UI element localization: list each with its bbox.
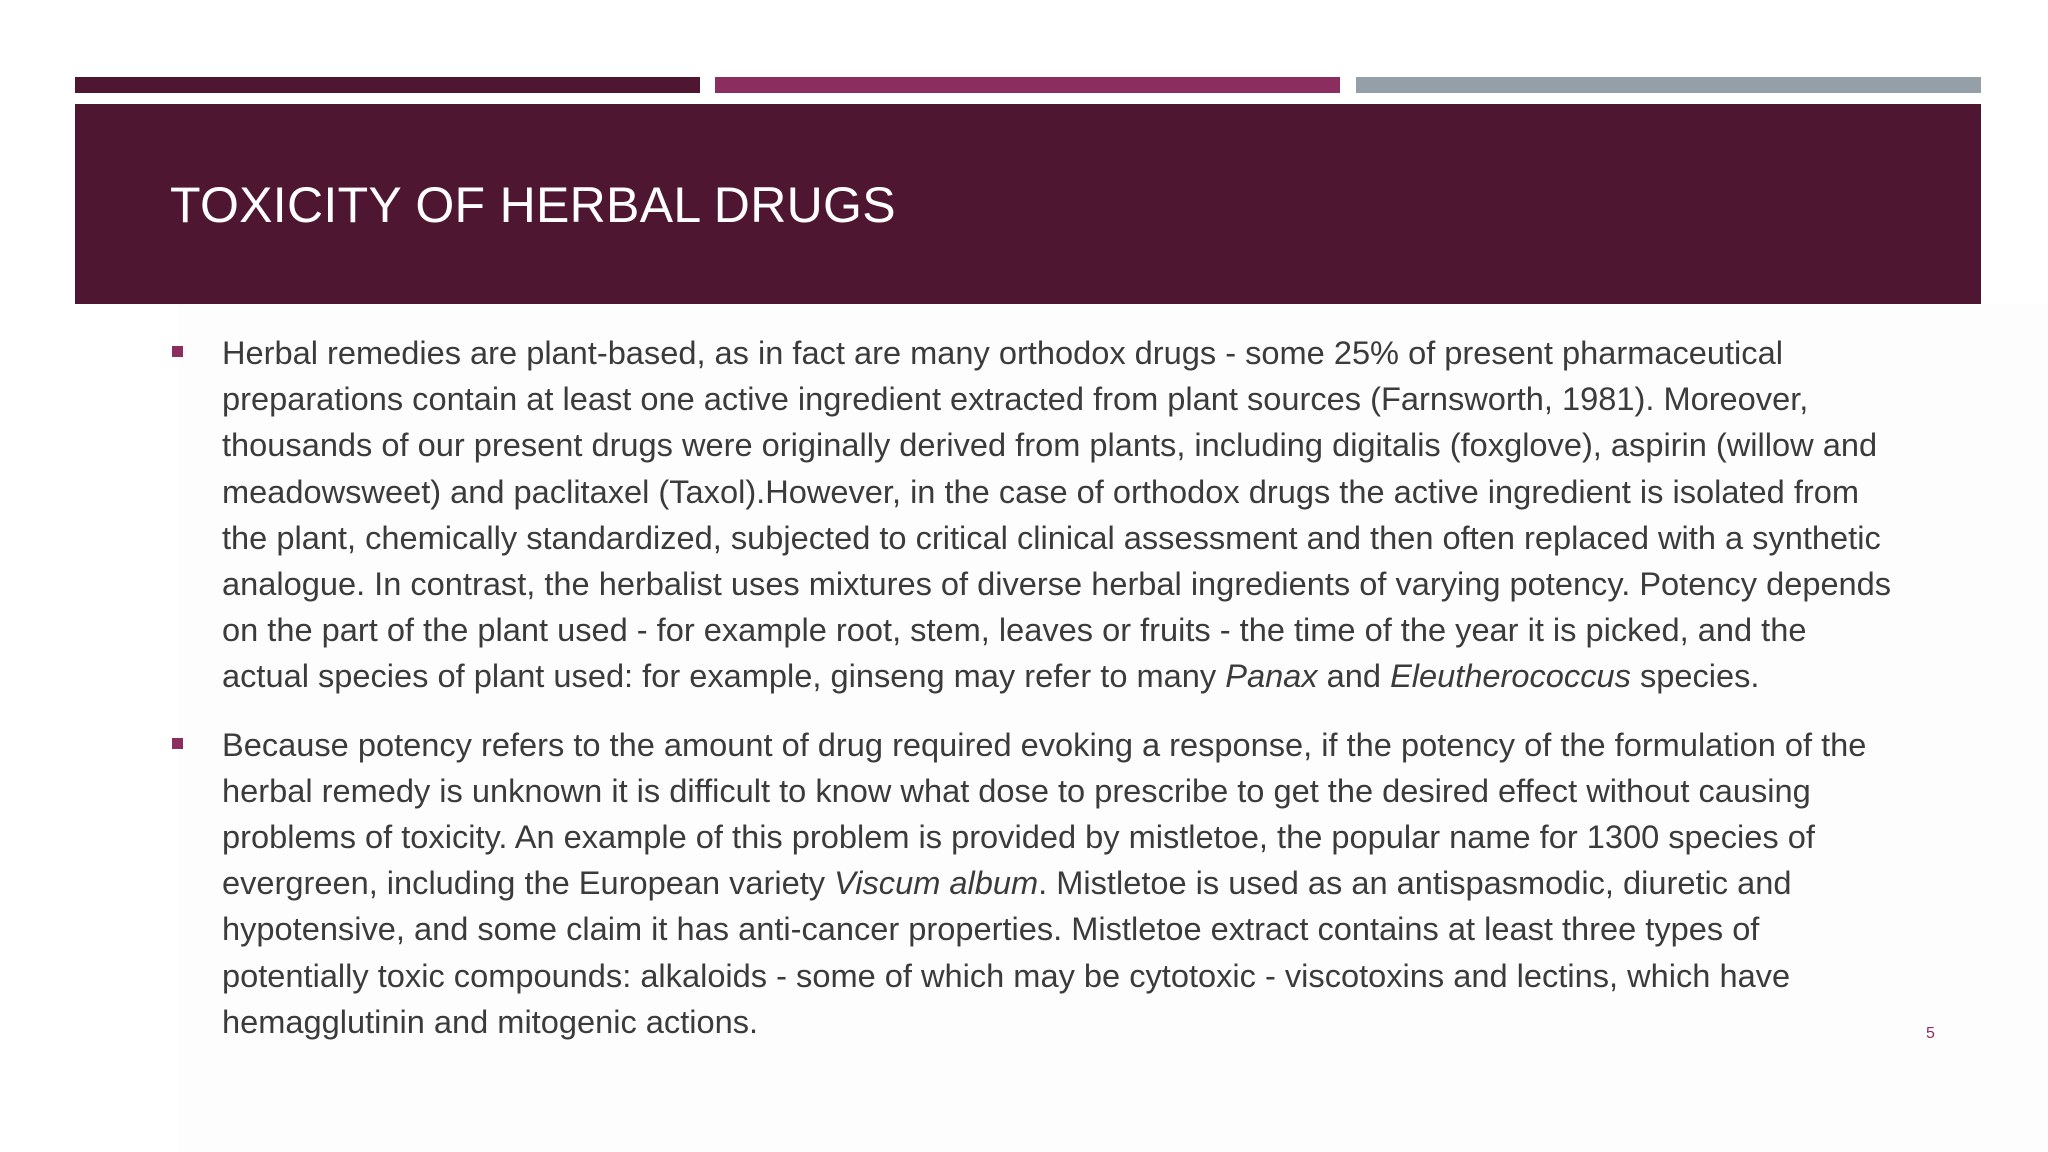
bullet-item-1[interactable]: [172, 330, 1902, 700]
bullet-item-2[interactable]: [172, 722, 1902, 1045]
accent-bar-magenta: [715, 77, 1340, 93]
bullet-1-italic-term-panax: Panax: [1225, 657, 1318, 695]
title-band: [75, 104, 1981, 304]
bullet-text-2: [222, 726, 1866, 1040]
square-bullet-icon: [172, 738, 183, 749]
bullet-1-text-segment: species.: [1630, 657, 1760, 695]
bullet-1-text-segment: and: [1317, 657, 1391, 695]
bullet-list: [172, 330, 1902, 1067]
bullet-2-text-segment: . Mistletoe is used as an antispasmodic, diuretic and hypotensive, and some claim it has anti-cancer properties. Mistletoe extract contains at least three types of potentially toxic compounds: alkaloids - some of which may be cytotoxic - viscotoxins and lectins, which have hemagglutinin and mitogenic actions.: [222, 864, 1792, 1040]
page-number: 5: [1926, 1025, 1935, 1042]
accent-bar-gray: [1356, 77, 1981, 93]
bullet-1-italic-term-eleutherococcus: Eleutherococcus: [1390, 657, 1631, 695]
square-bullet-icon: [172, 346, 183, 357]
bullet-2-text-segment: Because potency refers to the amount of drug required evoking a response, if the potency of the formulation of the herbal remedy is unknown it is difficult to know what dose to prescribe to get the desired effect without causing problems of toxicity. An example of this problem is provided by mistletoe, the popular name for 1300 species of evergreen, including the European variety: [222, 725, 1867, 902]
accent-bar-dark: [75, 77, 700, 93]
bullet-2-italic-term-viscum-album: Viscum album: [834, 864, 1039, 902]
bullet-text-1: [222, 334, 1891, 694]
bullet-1-text-segment: Herbal remedies are plant-based, as in fact are many orthodox drugs - some 25% of present pharmaceutical preparations contain at least one active ingredient extracted from plant sources (Farnsworth, 1981). Moreover, thousands of our present drugs were originally derived from plants, including digitalis (foxglove), aspirin (willow and meadowsweet) and paclitaxel (Taxol).However, in the case of orthodox drugs the active ingredient is isolated from the plant, chemically standardized, subjected to critical clinical assessment and then often replaced with a synthetic analogue. In contrast, the herbalist uses mixtures of diverse herbal ingredients of varying potency. Potency depends on the part of the plant used - for example root, stem, leaves or fruits - the time of the year it is picked, and the actual species of plant used: for example, ginseng may refer to many: [222, 334, 1892, 695]
slide-title[interactable]: TOXICITY OF HERBAL DRUGS: [170, 177, 896, 233]
